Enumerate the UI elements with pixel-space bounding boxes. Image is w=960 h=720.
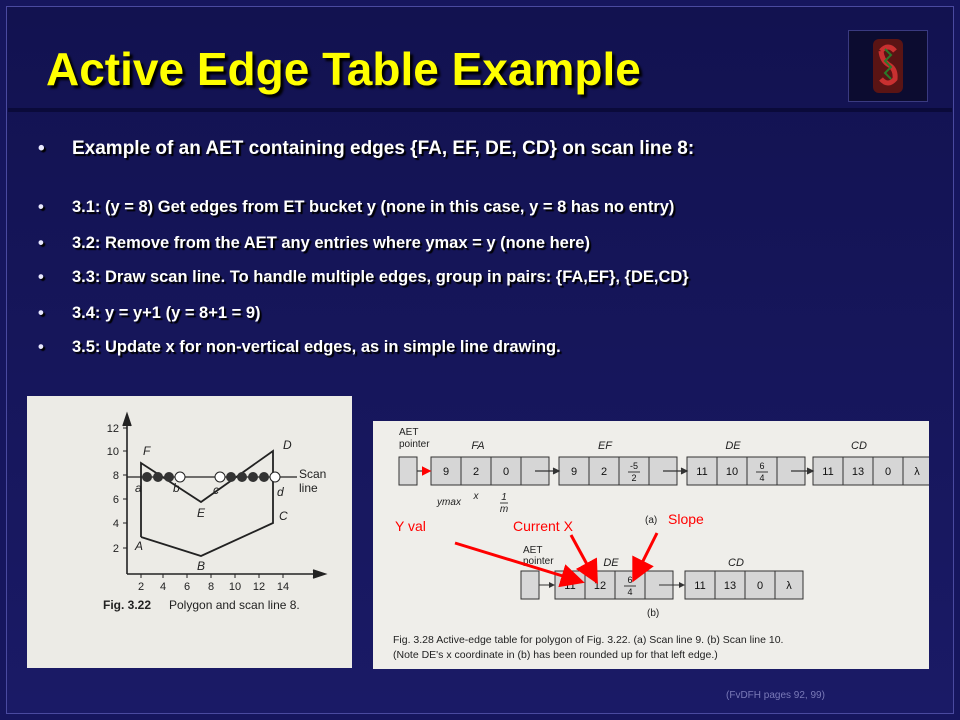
figure-caption-label: Fig. 3.22 (103, 598, 152, 612)
annotation-arrow-y (455, 543, 579, 581)
svg-text:6: 6 (627, 575, 633, 585)
logo-icon (849, 31, 927, 101)
svg-text:λ: λ (914, 466, 920, 478)
x-tick-label: 2 (137, 581, 145, 593)
bullet-dot-icon: • (38, 338, 44, 356)
y-tick-label: 8 (112, 470, 119, 482)
figure-caption-line1: Fig. 3.28 Active-edge table for polygon of Fig. 3.22. (a) Scan line 9. (b) Scan line 10. (393, 634, 784, 646)
svg-text:λ: λ (786, 580, 792, 592)
aet-pointer-box (399, 457, 417, 485)
crossing-label-a: a (135, 481, 142, 495)
vertex-label-d: D (283, 438, 292, 452)
polygon-figure-image (27, 396, 352, 668)
aet-pointer-label-b: pointer (523, 556, 554, 567)
part-a-label: (a) (645, 515, 658, 526)
figure-caption-text: Polygon and scan line 8. (169, 598, 300, 612)
legend-slope-num: 1 (501, 492, 507, 503)
edge-name-fa: FA (471, 440, 485, 452)
vertex-label-b: B (197, 559, 206, 573)
figure-caption-line2: (Note DE's x coordinate in (b) has been rounded up for that left edge.) (393, 649, 718, 661)
svg-text:4: 4 (627, 587, 633, 597)
aet-pointer-label: AET (399, 427, 419, 438)
svg-text:4: 4 (759, 473, 765, 483)
crossing-label-b: b (173, 481, 180, 495)
x-tick-label: 14 (276, 581, 290, 593)
slide-title: Active Edge Table Example (46, 43, 641, 95)
crossing-label-d: d (277, 485, 284, 499)
annotation-slope: Slope (668, 511, 704, 527)
y-tick-label: 6 (112, 494, 119, 506)
figure-polygon-scanline (27, 396, 352, 668)
x-tick-label: 8 (207, 581, 215, 593)
svg-text:0: 0 (502, 466, 510, 478)
bullet-dot-icon: • (38, 198, 44, 216)
svg-text:11: 11 (822, 466, 834, 478)
svg-text:11: 11 (696, 466, 708, 478)
y-tick-label: 12 (106, 423, 119, 435)
crossing-label-c: c (213, 483, 219, 497)
source-note: (FvDFH pages 92, 99) (726, 690, 825, 701)
vertex-label-c: C (279, 509, 288, 523)
svg-text:13: 13 (723, 580, 737, 592)
svg-text:11: 11 (564, 580, 576, 592)
edge-name-de: DE (725, 440, 741, 452)
x-tick-label: 10 (228, 581, 242, 593)
x-tick-label: 6 (183, 581, 191, 593)
bullet-dot-icon: • (38, 234, 44, 252)
edge-name-ef: EF (597, 440, 613, 452)
x-tick-label: 4 (159, 581, 167, 593)
bullet-dot-icon: • (38, 268, 44, 286)
annotation-y-val: Y val (395, 518, 426, 534)
aet-pointer-label: pointer (399, 439, 430, 450)
legend-x: x (473, 491, 479, 502)
y-tick-label: 10 (106, 446, 119, 458)
edge-name-cd-b: CD (728, 557, 744, 569)
svg-text:0: 0 (756, 580, 764, 592)
svg-text:9: 9 (570, 466, 578, 478)
y-tick-label: 4 (112, 518, 119, 530)
figure-active-edge-table (373, 421, 929, 669)
svg-text:11: 11 (694, 580, 706, 592)
svg-text:-5: -5 (629, 461, 639, 471)
logo (848, 30, 928, 102)
aet-figure-image (373, 421, 929, 669)
x-tick-label: 12 (252, 581, 266, 593)
svg-text:2: 2 (600, 466, 608, 478)
svg-text:12: 12 (593, 580, 607, 592)
vertex-label-f: F (143, 444, 151, 458)
svg-text:9: 9 (442, 466, 450, 478)
polygon-outline (141, 451, 273, 556)
annotation-current-x: Current X (513, 518, 573, 534)
svg-text:6: 6 (759, 461, 765, 471)
edge-name-cd: CD (851, 440, 867, 452)
legend-ymax: ymax (437, 497, 461, 508)
svg-text:13: 13 (851, 466, 865, 478)
legend-slope-den: m (499, 504, 509, 515)
svg-text:2: 2 (631, 473, 637, 483)
title-divider (8, 108, 952, 112)
part-b-label: (b) (647, 608, 660, 619)
aet-pointer-label-b: AET (523, 545, 543, 556)
scan-line-label: line (299, 481, 318, 495)
bullet-dot-icon: • (38, 304, 44, 322)
scan-line-label: Scan (299, 467, 327, 481)
edge-name-de-b: DE (603, 557, 619, 569)
svg-text:2: 2 (472, 466, 480, 478)
vertex-label-a: A (135, 539, 144, 553)
bullet-dot-icon: • (38, 138, 45, 159)
svg-text:0: 0 (884, 466, 892, 478)
vertex-label-e: E (197, 506, 206, 520)
annotation-arrow-slope (635, 533, 657, 577)
svg-text:10: 10 (725, 466, 739, 478)
y-tick-label: 2 (112, 543, 119, 555)
